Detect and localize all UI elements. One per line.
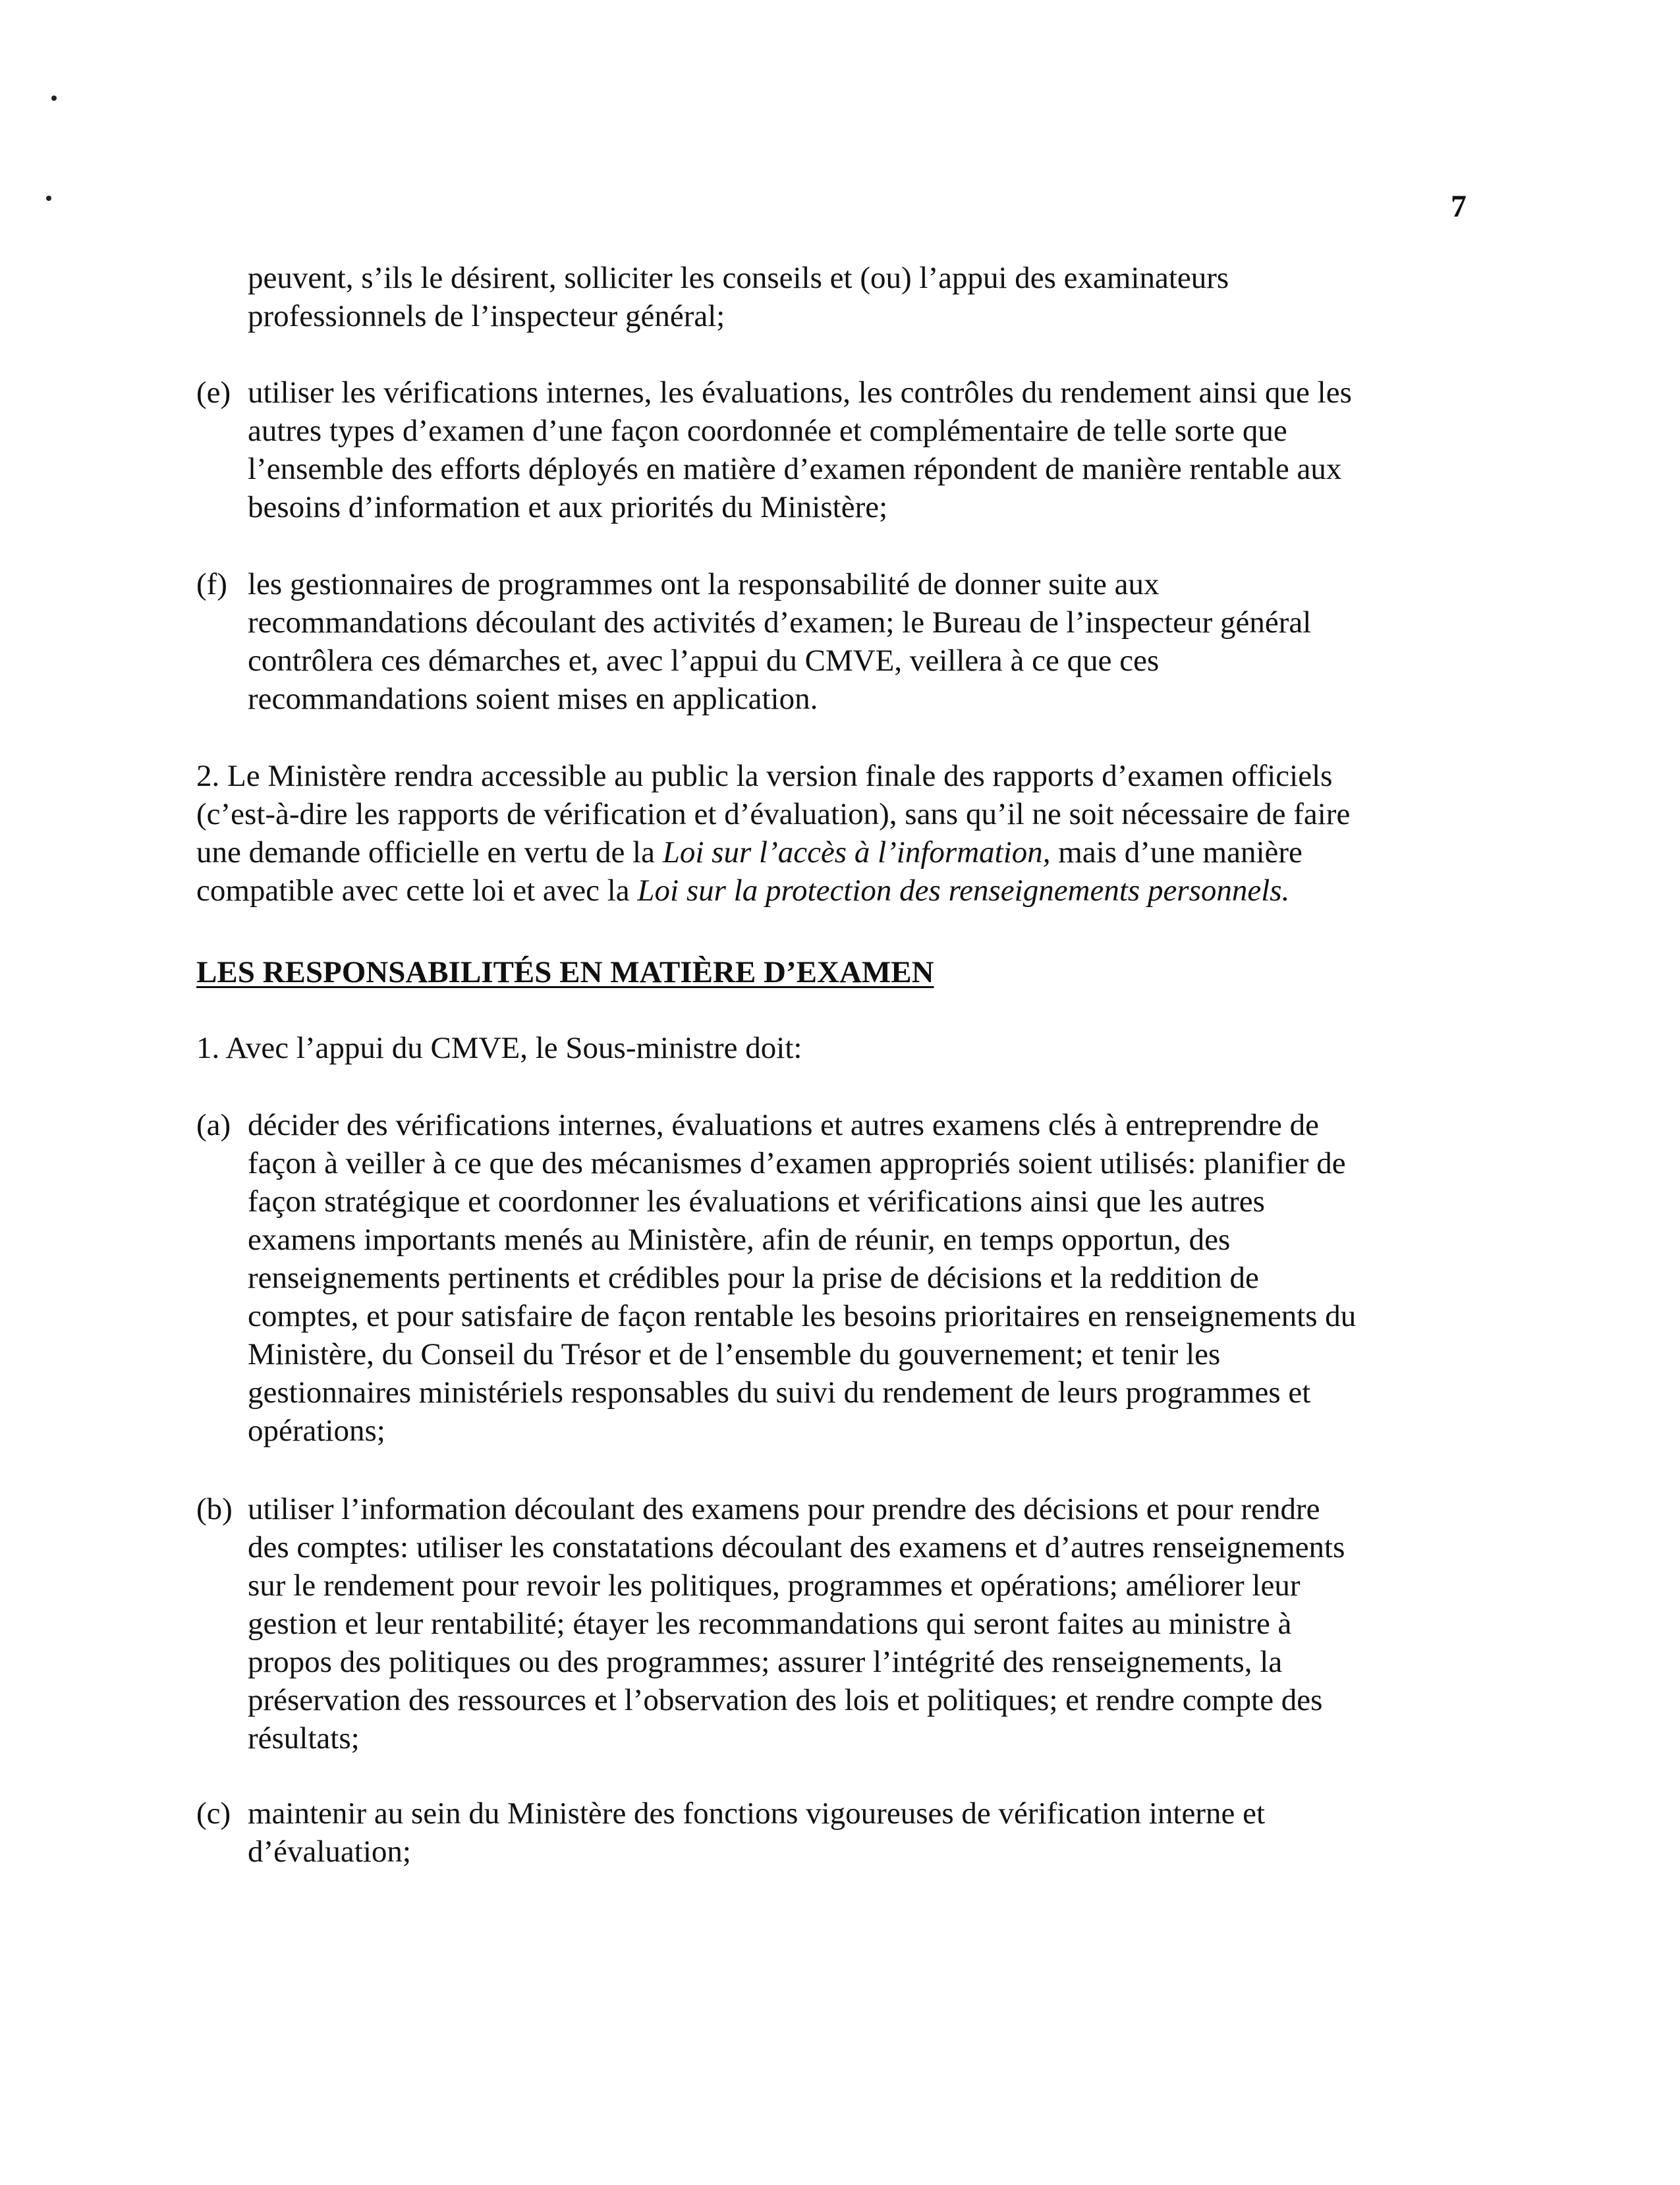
item-e-paragraph	[248, 373, 1352, 526]
text-line: (c’est-à-dire les rapports de vérification et d’évaluation), sans qu’il ne soit nécessaire de faire	[196, 797, 1351, 831]
item-label-f: (f)	[196, 567, 227, 601]
text-line: recommandations découlant des activités d’examen; le Bureau de l’inspecteur général	[248, 605, 1312, 640]
item-f-paragraph	[248, 565, 1311, 718]
text-line: besoins d’information et aux priorités du Ministère;	[248, 490, 888, 524]
text-line	[196, 871, 1350, 910]
section-heading: LES RESPONSABILITÉS EN MATIÈRE D’EXAMEN	[196, 955, 934, 989]
text-line: gestion et leur rentabilité; étayer les recommandations qui seront faites au ministre à	[248, 1607, 1292, 1641]
text-line: gestionnaires ministériels responsables du suivi du rendement de leurs programmes et	[248, 1375, 1311, 1410]
text-segment: une demande officielle en vertu de la	[196, 835, 663, 870]
text-line: comptes, et pour satisfaire de façon rentable les besoins prioritaires en renseignements du	[248, 1299, 1357, 1333]
text-line: façon à veiller à ce que des mécanismes d’examen appropriés soient utilisés: planifier de	[248, 1146, 1346, 1180]
item-label-c: (c)	[196, 1796, 231, 1831]
text-line: peuvent, s’ils le désirent, solliciter les conseils et (ou) l’appui des examinateurs	[248, 261, 1229, 295]
text-line: contrôlera ces démarches et, avec l’appui du CMVE, veillera à ce que ces	[248, 644, 1160, 678]
text-line: les gestionnaires de programmes ont la responsabilité de donner suite aux	[248, 567, 1160, 601]
intro-paragraph	[196, 1029, 802, 1067]
text-line: 1. Avec l’appui du CMVE, le Sous-ministre doit:	[196, 1031, 802, 1065]
text-line: utiliser l’information découlant des examens pour prendre des décisions et pour rendre	[248, 1492, 1320, 1526]
text-line: autres types d’examen d’une façon coordonnée et complémentaire de telle sorte que	[248, 414, 1287, 448]
text-line: préservation des ressources et l’observation des lois et politiques; et rendre compte des	[248, 1683, 1323, 1717]
text-line: utiliser les vérifications internes, les évaluations, les contrôles du rendement ainsi que les	[248, 375, 1352, 410]
text-line: sur le rendement pour revoir les politiques, programmes et opérations; améliorer leur	[248, 1568, 1301, 1603]
item-2-paragraph	[196, 757, 1350, 910]
text-line: Ministère, du Conseil du Trésor et de l’ensemble du gouvernement; et tenir les	[248, 1337, 1221, 1371]
text-line: 2. Le Ministère rendra accessible au public la version finale des rapports d’examen officiels	[196, 759, 1333, 793]
text-line: décider des vérifications internes, évaluations et autres examens clés à entreprendre de	[248, 1108, 1319, 1142]
item-c-paragraph	[248, 1794, 1265, 1871]
law-title-access-to-information: Loi sur l’accès à l’information,	[662, 835, 1051, 870]
continuation-paragraph	[248, 259, 1229, 335]
item-label-a: (a)	[196, 1108, 231, 1142]
scan-speck	[46, 196, 51, 201]
item-label-e: (e)	[196, 375, 231, 410]
text-line: examens importants menés au Ministère, afin de réunir, en temps opportun, des	[248, 1223, 1231, 1257]
text-line: façon stratégique et coordonner les évaluations et vérifications ainsi que les autres	[248, 1184, 1265, 1219]
text-line: propos des politiques ou des programmes; assurer l’intégrité des renseignements, la	[248, 1645, 1283, 1679]
scan-speck	[51, 96, 57, 101]
text-line: opérations;	[248, 1414, 385, 1448]
text-line: maintenir au sein du Ministère des fonctions vigoureuses de vérification interne et	[248, 1796, 1266, 1831]
text-line: des comptes: utiliser les constatations découlant des examens et d’autres renseignements	[248, 1530, 1345, 1564]
text-line: renseignements pertinents et crédibles pour la prise de décisions et la reddition de	[248, 1261, 1259, 1295]
text-line: recommandations soient mises en application.	[248, 682, 818, 716]
text-line	[196, 833, 1350, 871]
law-title-privacy: Loi sur la protection des renseignements personnels.	[637, 873, 1290, 908]
item-label-b: (b)	[196, 1492, 233, 1526]
text-line: l’ensemble des efforts déployés en matière d’examen répondent de manière rentable aux	[248, 452, 1342, 486]
text-line: d’évaluation;	[248, 1835, 411, 1869]
text-line: résultats;	[248, 1721, 360, 1756]
page-number: 7	[1451, 189, 1467, 224]
item-b-paragraph	[248, 1490, 1345, 1757]
text-segment: mais d’une manière	[1050, 835, 1302, 870]
text-line: professionnels de l’inspecteur général;	[248, 299, 725, 333]
item-a-paragraph	[248, 1106, 1356, 1450]
text-segment: compatible avec cette loi et avec la	[196, 873, 638, 908]
